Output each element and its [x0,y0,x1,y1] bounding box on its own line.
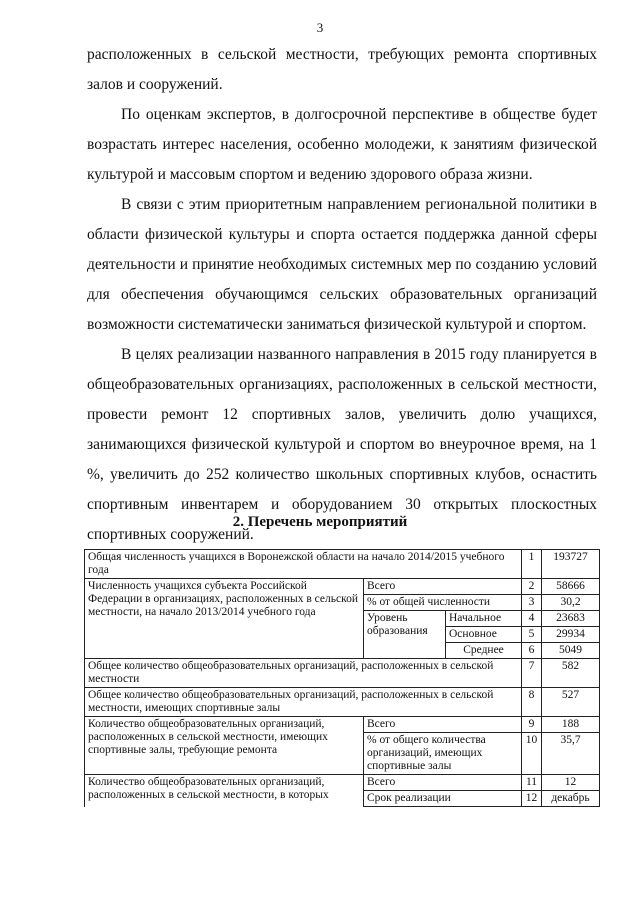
table-cell-num: 12 [522,791,542,807]
table-cell-value: 35,7 [542,733,600,775]
paragraph-1: расположенных в сельской местности, требующих ремонта спортивных залов и сооружений. [87,46,597,93]
measures-table [84,549,600,807]
table-cell-label-text: Количество общеобразовательных организаций, расположенных в сельской местности, имеющих спортивные залы, требующие ремонта [88,718,328,756]
table-cell-sublabel: % от общей численности [364,595,522,611]
table-row [85,550,600,579]
table-cell-value: 527 [542,688,600,717]
table-cell-num: 5 [522,627,542,643]
table-cell-value: декабрь [542,791,600,807]
table-cell-value: 30,2 [542,595,600,611]
table-cell-value: 193727 [542,550,600,579]
table-cell-num: 8 [522,688,542,717]
table-cell-value: 188 [542,717,600,733]
table-cell-num: 1 [522,550,542,579]
paragraph-2: По оценкам экспертов, в долгосрочной перспективе в обществе будет возрастать интерес населения, особенно молодежи, к занятиям физической культурой и массовым спортом и ведению здорового образа жизни. [87,106,597,183]
table-cell-num: 2 [522,579,542,595]
page-number: 3 [316,20,324,35]
table-cell-num: 6 [522,643,542,659]
table-cell-sublabel: Всего [364,717,522,733]
table-cell-label: Общее количество общеобразовательных организаций, расположенных в сельской местности, имеющих спортивные залы [85,688,522,717]
table-row [85,717,600,733]
table-cell-label: Общее количество общеобразовательных организаций, расположенных в сельской местности [85,659,522,688]
table-row [85,659,600,688]
paragraph-4: В целях реализации названного направления в 2015 году планируется в общеобразовательных организациях, расположенных в сельской местности, провести ремонт 12 спортивных залов, увеличить долю учащихся, занимающихся физической культурой и спортом во внеурочное время, на 1 %, увеличить до 252 количество школьных спортивных клубов, оснастить спортивным инвентарем и оборудованием 30 открытых плоскостных спортивных сооружений. [87,346,597,543]
table-cell-num: 7 [522,659,542,688]
table-cell-label: Количество общеобразовательных организаций, расположенных в сельской местности, в которых [85,775,364,807]
table-cell-value: 582 [542,659,600,688]
table-row [85,579,600,595]
table-cell-num: 9 [522,717,542,733]
table-cell-level: Уровень образования [364,611,446,659]
table-cell-num: 10 [522,733,542,775]
table-row [85,775,600,791]
table-cell-label [85,717,364,775]
table-cell-label: Общая численность учащихся в Воронежской области на начало 2014/2015 учебного года [85,550,522,579]
table-cell-value: 5049 [542,643,600,659]
table-cell-value: 58666 [542,579,600,595]
table-cell-num: 4 [522,611,542,627]
table-cell-sublabel: % от общего количества организаций, имеющих спортивные залы [364,733,522,775]
table-row [85,688,600,717]
table-cell-value: 23683 [542,611,600,627]
table-cell-num: 11 [522,775,542,791]
table-cell-sublabel: Основное [446,627,522,643]
table-cell-sublabel: Начальное [446,611,522,627]
table-cell-sublabel: Срок реализации [364,791,522,807]
table-cell-sublabel: Всего [364,579,522,595]
table-cell-value: 12 [542,775,600,791]
paragraph-3: В связи с этим приоритетным направлением региональной политики в области физической культуры и спорта остается поддержка данной сферы деятельности и принятие необходимых системных мер по созданию условий для обеспечения обучающимся сельских образовательных организаций возможности систематически заниматься физической культурой и спортом. [87,196,597,333]
table-cell-num: 3 [522,595,542,611]
table-cell-sublabel: Всего [364,775,522,791]
section-heading: 2. Перечень мероприятий [232,514,408,530]
table-cell-sublabel: Среднее [446,643,522,659]
table-cell-label: Численность учащихся субъекта Российской Федерации в организациях, расположенных в сельской местности, на начало 2013/2014 учебного года [85,579,364,659]
body-text [87,40,597,550]
table-cell-value: 29934 [542,627,600,643]
